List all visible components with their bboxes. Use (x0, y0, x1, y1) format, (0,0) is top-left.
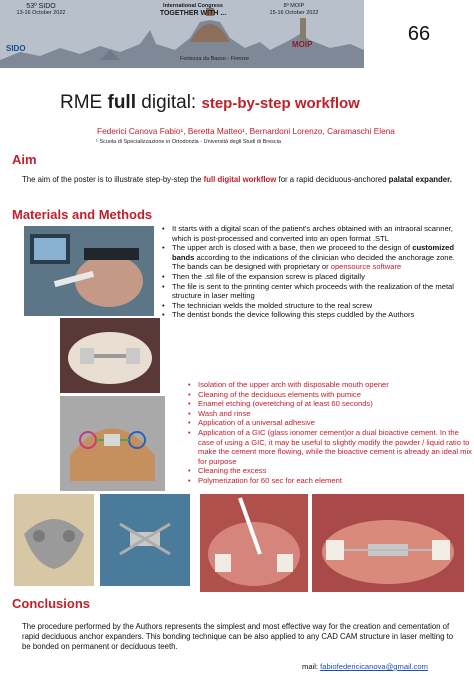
sido-title: 53º SIDO (26, 3, 56, 10)
conclusions-heading: Conclusions (12, 596, 91, 611)
poster-number: 66 (364, 0, 474, 68)
methods-item-4: • The file is sent to the printing center which proceeds with the realization of the metal structure in laser melting (168, 282, 468, 301)
sido-logo: SIDO (6, 44, 26, 53)
bonding-step-4: • Wash and rinse (194, 409, 474, 419)
affiliation: ¹ Scuola di Specializzazione in Ortodonzia - Università degli Studi di Brescia (96, 139, 281, 145)
title-highlight: step-by-step workflow (201, 95, 360, 112)
bonding-photo (200, 494, 308, 592)
mail-label: mail: (302, 662, 321, 671)
aim-text-bold: palatal expander. (388, 175, 452, 184)
moip-logo: MOIP (292, 40, 313, 49)
title-bold: full (107, 92, 136, 113)
congress-title (138, 3, 248, 17)
scanner-photo (24, 226, 154, 316)
methods-item-2-software: opensource software (330, 262, 402, 272)
model-with-bands-photo (60, 318, 160, 393)
methods-item-1: • It starts with a digital scan of the patient's arches obtained with an intraoral scanner, which is post-processed and converted into an open format .STL (168, 224, 468, 243)
moip-dates (255, 3, 333, 17)
final-device-photo (312, 494, 464, 592)
bonding-step-5: • Application of a universal adhesive (194, 418, 474, 428)
bonding-step-7: • Cleaning the excess (194, 466, 474, 476)
mail-link[interactable]: fabiofedericicanova@gmail.com (320, 662, 428, 671)
bonding-step-1: • Isolation of the upper arch with disposable mouth opener (194, 380, 474, 390)
methods-item-2-middle: according to the indications of the clinician who decided the anchorage zone. The bands can be designed with proprietary or (172, 252, 455, 272)
bonding-step-8: • Polymerization for 60 sec for each element (194, 476, 474, 486)
moip-dates-text: 15-16 October 2022 (269, 10, 319, 16)
contact-mail (302, 662, 428, 671)
final-device-illustration (312, 494, 464, 592)
sido-dates-text: 13-16 October 2022 (16, 10, 66, 16)
methods-item-6: • The dentist bonds the device following this steps cuddled by the Authors (168, 310, 468, 320)
bonding-illustration (200, 494, 308, 592)
printed-metal-photo (14, 494, 94, 586)
bonding-step-3: • Enamel etching (overetching of at least 60 seconds) (194, 399, 474, 409)
methods-item-3: • Then the .stl file of the expansion screw is placed digitally (168, 272, 468, 282)
conclusions-text: The procedure performed by the Authors represents the simplest and most effective way for the creation and cementation of rapid deciduous anchor expanders. This bonding technique can be also applied to any CAD CAM structure in laser melting to be bonded on permanent or deciduous teeth. (22, 622, 454, 651)
cad-design-illustration (60, 396, 165, 491)
title-prefix: RME (60, 92, 108, 113)
scanner-illustration (24, 226, 154, 316)
poster-title (60, 92, 360, 114)
welded-screw-illustration (100, 494, 190, 586)
title-middle: digital: (136, 92, 202, 113)
cad-design-photo (60, 396, 165, 491)
welded-screw-photo (100, 494, 190, 586)
congress-line2: TOGETHER WITH ... (159, 10, 227, 17)
methods-heading: Materials and Methods (12, 207, 153, 222)
model-bands-illustration (60, 318, 160, 393)
methods-item-2-bold: customized bands (172, 243, 454, 262)
bonding-step-2: • Cleaning of the deciduous elements with pumice (194, 390, 474, 400)
venue-text: Fortezza da Basso - Firenze (180, 56, 250, 62)
aim-heading: Aim (12, 152, 37, 167)
methods-item-2-start: The upper arch is closed with a base, then we proceed to the design of (172, 243, 411, 253)
bonding-step-6: • Application of a GIC (glass ionomer cement)or a dual bioactive cement. In the case of using a GIC, it may be useful to slightly modify the powder / liquid ratio to make the cement more flowing, while the bioactive cement is already an ideal mix for purpose (194, 428, 474, 466)
methods-list (160, 224, 468, 320)
printed-metal-illustration (14, 494, 94, 586)
aim-text-highlight: full digital workflow (203, 175, 277, 184)
methods-item-5: • The technician welds the molded structure to the real screw (168, 301, 468, 311)
methods-item-2 (168, 243, 468, 272)
bonding-steps-list (186, 380, 474, 486)
aim-text (22, 175, 462, 185)
moip-title: 8º MOIP (283, 3, 305, 9)
sido-dates (6, 3, 76, 17)
aim-text-middle: for a rapid deciduous-anchored (276, 175, 389, 184)
authors: Federici Canova Fabio¹, Beretta Matteo¹, Bernardoni Lorenzo, Caramaschi Elena (97, 126, 395, 136)
aim-text-before: The aim of the poster is to illustrate step-by-step the (22, 175, 204, 184)
congress-line1: International Congress (163, 3, 223, 9)
